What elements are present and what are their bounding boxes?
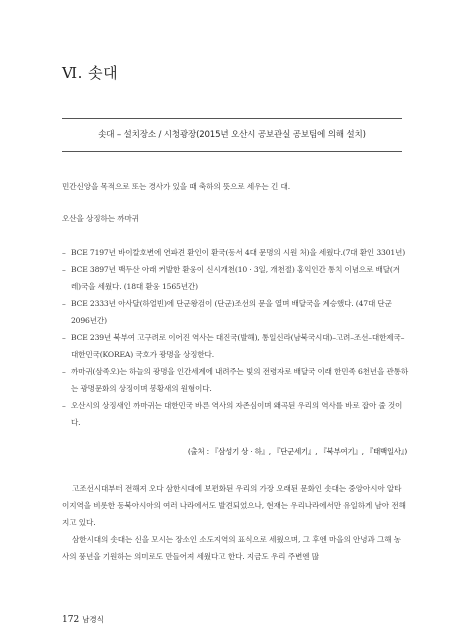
source-citation: (출처 : 『삼성기 상 · 하』, 『단군세기』, 『북부여기』, 『태백일사』)	[187, 447, 407, 456]
list-item: – BCE 239년 북부여 고구려로 이어진 역사는 대진국(발해), 통일신라(남북국시대)–고려–조선–대한제국–대한민국(KOREA) 국호가 광명을 상징한다.	[62, 333, 405, 359]
symbol-paragraph: 오산을 상징하는 까마귀	[62, 214, 139, 223]
history-list	[62, 244, 408, 431]
list-item: – BCE 3897년 백두산 아래 커발한 환웅이 신시개천(10 · 3일, 개천절) 홍익인간 통치 이념으로 배달(겨레)국을 세웠다. (18대 환웅 1565년간)	[62, 265, 400, 291]
list-item: – BCE 7197년 바이칼호변에 연파견 환인이 환국(동서 4대 문명의 시원 처)을 세웠다.(7대 환인 3301년)	[62, 248, 406, 257]
top-rule	[62, 118, 402, 119]
subtitle: 솟대 – 설치장소 / 시청광장(2015년 오산시 공보관실 공보팀에 의해 설치)	[98, 130, 366, 140]
bottom-rule	[62, 151, 402, 152]
body-paragraph-2: 삼한시대의 솟대는 신을 모시는 장소인 소도지역의 표식으로 세웠으며, 그 후엔 마을의 안녕과 그해 농사의 풍년을 기원하는 의미로도 만들어져 세웠다고 한다. 지금도 우리 주변엔 많	[62, 535, 402, 561]
author-name: 남경식	[82, 615, 104, 624]
list-item: – 오산시의 상징새인 까마귀는 대한민국 바른 역사의 자존심이며 왜곡된 우리의 역사를 바로 잡아 줄 것이다.	[62, 401, 403, 427]
intro-paragraph: 민간신앙을 목적으로 또는 경사가 있을 때 축하의 뜻으로 세우는 긴 대.	[62, 182, 291, 191]
list-item: – 까마귀(삼족오)는 하늘의 광명을 인간세계에 내려주는 빛의 전령자로 배달국 이래 한민족 6천년을 관통하는 광명문화의 상징이며 봉황새의 원형이다.	[62, 367, 408, 393]
list-item: – BCE 2333년 아사달(하얼빈)에 단군왕검이 (단군)조선의 문을 열며 배달국을 계승했다. (47대 단군 2096년간)	[62, 299, 392, 325]
page-footer	[62, 614, 104, 625]
body-paragraph-1: 고조선시대부터 전해져 오다 삼한시대에 보편화된 우리의 가장 오래된 문화인 솟대는 중앙아시아 알타이지역을 비롯한 동북아시아의 여러 나라에서도 발견되었으나, 현재는 우리나라에서만 유일하게 남아 전해지고 있다.	[62, 484, 406, 527]
chapter-title: Ⅵ. 솟대	[62, 64, 119, 82]
page-number: 172	[62, 615, 80, 625]
